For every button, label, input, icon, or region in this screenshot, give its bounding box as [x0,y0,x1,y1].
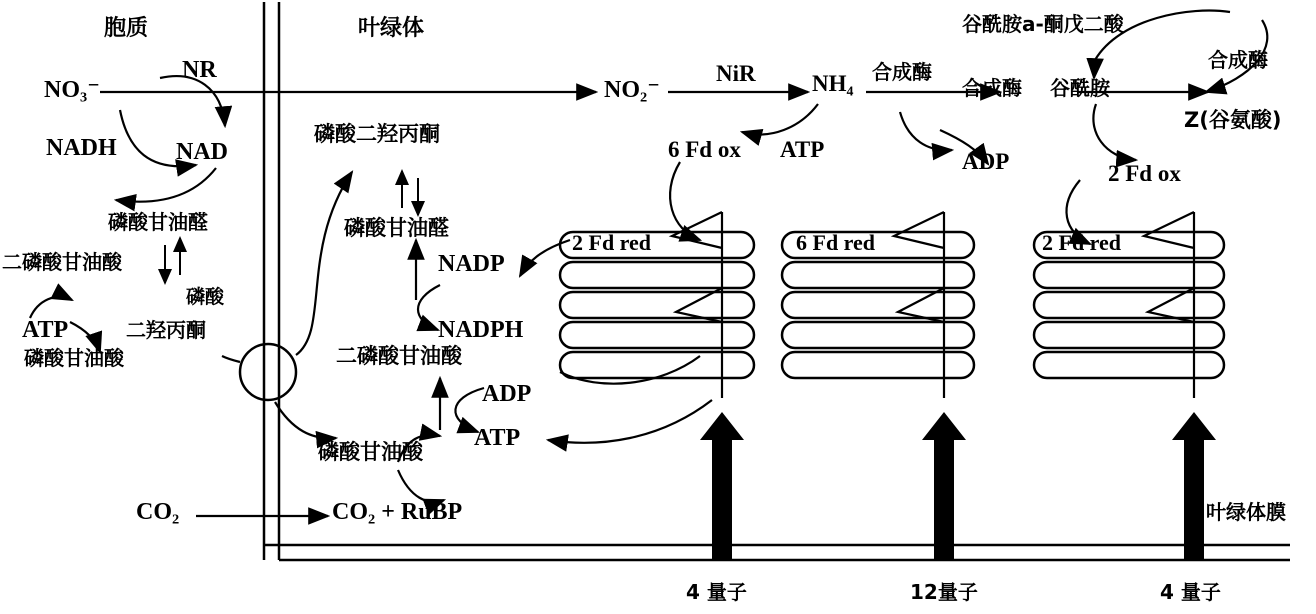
label-6fd-ox: 6 Fd ox [668,137,741,162]
quantum-2: 12量子 [910,580,978,604]
label-phosphate: 磷酸 [186,286,225,308]
quantum-1: 4 量子 [686,580,747,604]
label-phosphoglycerate-left: 磷酸甘油酸 [24,346,124,370]
label-adp-mid: ADP [482,381,532,407]
label-synthetase-3: 合成酶 [1208,48,1268,72]
triose-phosphate-translocator [240,344,296,400]
label-glutamate: Z(谷氨酸) [1184,108,1282,132]
label-co2-left: CO₂ [136,499,180,525]
label-nr: NR [182,57,217,83]
arrow-nadp-nadph [418,285,440,330]
arrow-nh4-fdox [742,104,818,134]
label-phosphoglycerate-mid: 磷酸甘油酸 [318,440,423,464]
label-phosphoglyceraldehyde-mid: 磷酸甘油醛 [344,216,449,240]
arrow-dhap-up [296,172,352,355]
arrow-rubp-to-pga [398,470,444,502]
region-label-chloroplast: 叶绿体 [358,16,425,41]
label-2fd-ox: 2 Fd ox [1108,161,1181,186]
label-stack2-fdred: 6 Fd red [796,230,876,255]
label-synthetase-1: 合成酶 [872,60,932,84]
quantum-3: 4 量子 [1160,580,1221,604]
label-phosphoglyceraldehyde-left: 磷酸甘油醛 [108,210,208,234]
arrow-fdox-right-loop [1093,104,1136,160]
label-glutamine-ketoglutarate: 谷酰胺a-酮戊二酸 [962,12,1124,36]
label-atp-mid: ATP [474,425,521,451]
arrow-fdred-to-nadp [520,240,570,276]
label-diphosphoglycerate-mid: 二磷酸甘油酸 [336,344,462,368]
label-atp-right: ATP [780,137,825,162]
label-stack1-fdred: 2 Fd red [572,230,652,255]
label-nadp: NADP [438,251,505,277]
arrow-fdox-to-stack [670,162,700,240]
double-arrow-left-equilibrium [165,245,180,275]
label-nadph: NADPH [438,317,524,343]
label-nir: NiR [716,61,756,86]
label-nh4: NH₄ [812,71,854,96]
photon-arrows [700,412,1216,560]
region-label-cytoplasm: 胞质 [104,16,149,41]
label-atp-left: ATP [22,317,69,343]
label-glutamine: 谷酰胺 [1050,76,1110,100]
label-nitrite-in: NO₂⁻ [604,77,660,103]
arrow-nad-to-nadh [116,168,216,202]
label-nitrate-out: NO₃⁻ [44,77,100,103]
label-diphosphoglycerate-left: 二磷酸甘油酸 [2,250,122,274]
label-co2-rubp: CO₂ + RuBP [332,499,463,525]
label-adp-right: ADP [962,149,1010,174]
chloroplast-envelope [264,2,1290,560]
double-arrow-mid-equilibrium [402,178,418,208]
label-synthetase-2: 合成酶 [962,76,1022,100]
connector-translocator-left [222,356,240,362]
arrow-nad-cycle-upper [160,76,225,126]
label-stack3-fdred: 2 Fd red [1042,230,1122,255]
label-nad: NAD [176,139,228,165]
label-phospho-dihydroxyacetone: 磷酸二羟丙酮 [314,122,440,146]
arrow-atp-in-left [30,297,72,318]
region-label-membrane: 叶绿体膜 [1206,500,1286,524]
label-nadh: NADH [46,135,117,161]
label-dihydroxyacetone: 二羟丙酮 [126,318,206,342]
arrow-translocator-to-pga [275,402,336,438]
arrow-thylakoid-atp [548,400,712,443]
